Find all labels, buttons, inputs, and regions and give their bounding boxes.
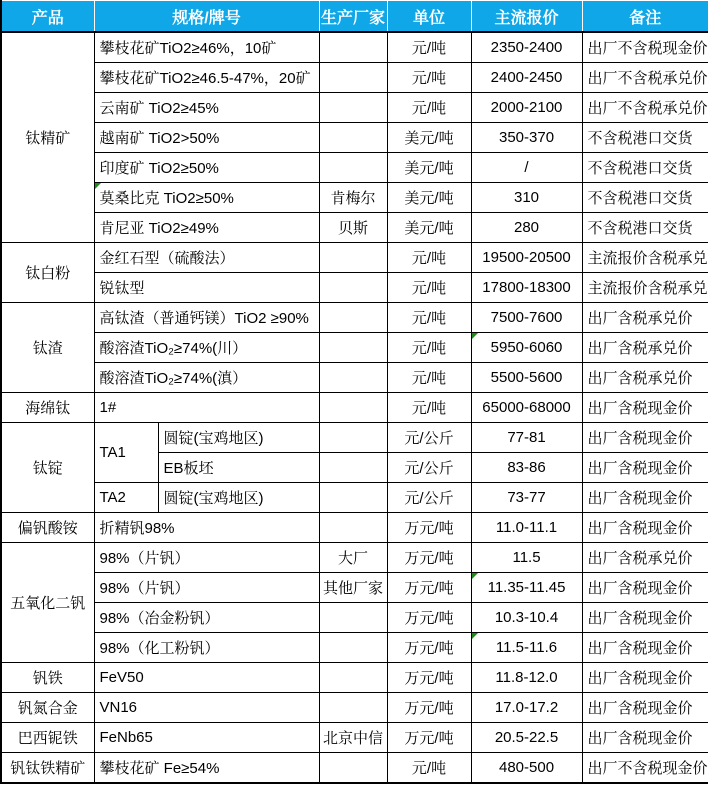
- price-cell-text: 310: [514, 189, 540, 206]
- product-cell: [1, 513, 94, 543]
- manufacturer-cell: [319, 63, 387, 93]
- product-cell: [1, 723, 94, 753]
- remark-cell-text: 不含税港口交货: [587, 160, 693, 177]
- unit-cell-text: 元/吨: [411, 70, 447, 87]
- price-cell: [471, 423, 582, 453]
- unit-cell-text: 美元/吨: [404, 160, 454, 177]
- manufacturer-cell: [319, 633, 387, 663]
- price-cell-text: 19500-20500: [482, 249, 571, 266]
- price-cell: [471, 303, 582, 333]
- spec-cell-text: 1#: [99, 399, 117, 416]
- unit-cell: [387, 483, 471, 513]
- unit-cell-text: 元/吨: [411, 340, 447, 357]
- error-flag-icon: [472, 573, 478, 579]
- product-cell: [1, 663, 94, 693]
- price-cell-text: 7500-7600: [490, 309, 563, 326]
- price-cell: [471, 663, 582, 693]
- remark-cell: [582, 63, 708, 93]
- header-product: 产品: [1, 1, 94, 33]
- grade-cell-text: TA2: [99, 489, 126, 506]
- unit-cell: [387, 123, 471, 153]
- table-row: [1, 63, 708, 93]
- spec-cell: [94, 273, 319, 303]
- unit-cell-text: 万元/吨: [404, 610, 454, 627]
- manufacturer-cell-text: 大厂: [338, 550, 369, 567]
- header-unit: 单位: [387, 1, 471, 33]
- spec-cell: [94, 93, 319, 123]
- price-cell: [471, 183, 582, 213]
- remark-cell-text: 出厂含税承兑价: [587, 310, 693, 327]
- spec-cell-text: 折精钒98%: [99, 520, 175, 537]
- spec-cell: [94, 663, 319, 693]
- table-row: [1, 603, 708, 633]
- manufacturer-cell: [319, 603, 387, 633]
- spec-cell-text: 98%（片钒）: [99, 550, 190, 567]
- remark-cell-text: 出厂不含税承兑价: [587, 100, 708, 117]
- price-cell-text: 2400-2450: [490, 69, 563, 86]
- manufacturer-cell: [319, 693, 387, 723]
- product-cell-text: 钛锭: [32, 460, 63, 477]
- price-cell-text: 17800-18300: [482, 279, 571, 296]
- spec-desc-cell-text: EB板坯: [163, 460, 214, 477]
- price-cell-text: 5950-6060: [490, 339, 563, 356]
- manufacturer-cell-text: 其他厂家: [323, 580, 384, 597]
- grade-cell-text: TA1: [99, 444, 126, 461]
- table-row: [1, 483, 708, 513]
- price-cell-text: 350-370: [498, 129, 555, 146]
- price-cell-text: 280: [514, 219, 540, 236]
- unit-cell: [387, 663, 471, 693]
- spec-desc-cell: [158, 453, 319, 483]
- spec-cell: [94, 393, 319, 423]
- price-cell: [471, 723, 582, 753]
- spec-cell: [94, 363, 319, 393]
- unit-cell-text: 万元/吨: [404, 670, 454, 687]
- remark-cell: [582, 513, 708, 543]
- table-row: [1, 333, 708, 363]
- spec-cell: [94, 213, 319, 243]
- spec-cell: [94, 153, 319, 183]
- manufacturer-cell: [319, 333, 387, 363]
- remark-cell: [582, 543, 708, 573]
- unit-cell: [387, 513, 471, 543]
- unit-cell: [387, 93, 471, 123]
- manufacturer-cell: [319, 183, 387, 213]
- product-cell-text: 偏钒酸铵: [17, 520, 78, 537]
- spec-cell: [94, 183, 319, 213]
- spec-cell: [94, 753, 319, 784]
- remark-cell: [582, 423, 708, 453]
- remark-cell-text: 出厂含税现金价: [587, 580, 693, 597]
- product-cell-text: 钒氮合金: [17, 700, 78, 717]
- spec-cell-text: 攀枝花矿 Fe≥54%: [99, 760, 220, 777]
- unit-cell: [387, 753, 471, 784]
- table-row: [1, 32, 708, 63]
- price-cell: [471, 573, 582, 603]
- price-cell-text: 65000-68000: [482, 399, 571, 416]
- table-body: [1, 32, 708, 783]
- unit-cell: [387, 333, 471, 363]
- manufacturer-cell: [319, 393, 387, 423]
- table-row: [1, 153, 708, 183]
- product-cell: [1, 243, 94, 303]
- remark-cell-text: 不含税港口交货: [587, 190, 693, 207]
- unit-cell: [387, 633, 471, 663]
- price-cell-text: 11.0-11.1: [495, 519, 558, 536]
- price-cell: [471, 93, 582, 123]
- manufacturer-cell: [319, 513, 387, 543]
- manufacturer-cell: [319, 573, 387, 603]
- unit-cell-text: 万元/吨: [404, 550, 454, 567]
- unit-cell: [387, 573, 471, 603]
- remark-cell: [582, 363, 708, 393]
- spec-cell-text: 98%（化工粉钒）: [99, 640, 220, 657]
- manufacturer-cell: [319, 663, 387, 693]
- price-cell-text: 83-86: [507, 459, 546, 476]
- manufacturer-cell: [319, 453, 387, 483]
- table-row: [1, 543, 708, 573]
- price-cell-text: 11.5: [512, 549, 541, 566]
- remark-cell-text: 出厂含税现金价: [587, 670, 693, 687]
- spec-cell-text: 98%（片钒）: [99, 580, 190, 597]
- unit-cell: [387, 363, 471, 393]
- manufacturer-cell: [319, 32, 387, 63]
- unit-cell-text: 元/公斤: [404, 430, 454, 447]
- table-row: [1, 423, 708, 453]
- product-cell: [1, 543, 94, 663]
- remark-cell-text: 出厂不含税现金价: [587, 760, 708, 777]
- table-row: [1, 363, 708, 393]
- price-cell: [471, 153, 582, 183]
- product-cell-text: 海绵钛: [25, 400, 71, 417]
- price-cell: [471, 753, 582, 784]
- table-row: [1, 663, 708, 693]
- remark-cell: [582, 273, 708, 303]
- unit-cell: [387, 32, 471, 63]
- product-cell-text: 五氧化二钒: [10, 595, 86, 612]
- grade-cell: [94, 423, 158, 483]
- remark-cell-text: 出厂含税现金价: [587, 490, 693, 507]
- spec-cell: [94, 303, 319, 333]
- spec-cell-text: 酸溶渣TiO₂≥74%(川）: [99, 340, 248, 357]
- table-row: [1, 753, 708, 784]
- spec-desc-cell: [158, 423, 319, 453]
- spec-cell-text: 98%（冶金粉钒）: [99, 610, 220, 627]
- price-cell-text: 11.8-12.0: [495, 669, 558, 686]
- spec-cell-text: 锐钛型: [99, 280, 145, 297]
- remark-cell-text: 出厂含税现金价: [587, 610, 693, 627]
- remark-cell-text: 不含税港口交货: [587, 220, 693, 237]
- remark-cell-text: 出厂含税现金价: [587, 640, 693, 657]
- unit-cell-text: 万元/吨: [404, 640, 454, 657]
- price-cell: [471, 543, 582, 573]
- spec-cell-text: 肯尼亚 TiO2≥49%: [99, 220, 219, 237]
- manufacturer-cell: [319, 723, 387, 753]
- manufacturer-cell: [319, 543, 387, 573]
- price-cell: [471, 63, 582, 93]
- price-cell: [471, 693, 582, 723]
- table-row: [1, 243, 708, 273]
- spec-cell-text: VN16: [99, 699, 138, 716]
- price-cell-text: 480-500: [498, 759, 555, 776]
- remark-cell: [582, 303, 708, 333]
- table-row: [1, 633, 708, 663]
- spec-cell-text: 酸溶渣TiO₂≥74%(滇）: [99, 370, 248, 387]
- unit-cell: [387, 243, 471, 273]
- unit-cell: [387, 603, 471, 633]
- price-cell: [471, 483, 582, 513]
- table-row: [1, 303, 708, 333]
- header-spec: 规格/牌号: [94, 1, 319, 33]
- price-cell: [471, 32, 582, 63]
- price-cell-text: 10.3-10.4: [494, 609, 559, 626]
- product-cell: [1, 393, 94, 423]
- unit-cell: [387, 63, 471, 93]
- spec-cell-text: 金红石型（硫酸法）: [99, 250, 235, 267]
- remark-cell-text: 出厂含税承兑价: [587, 550, 693, 567]
- table-row: [1, 513, 708, 543]
- spec-cell: [94, 633, 319, 663]
- remark-cell-text: 出厂含税现金价: [587, 700, 693, 717]
- unit-cell: [387, 393, 471, 423]
- unit-cell-text: 元/吨: [411, 400, 447, 417]
- remark-cell: [582, 32, 708, 63]
- price-cell-text: 17.0-17.2: [494, 699, 559, 716]
- remark-cell-text: 出厂含税现金价: [587, 430, 693, 447]
- price-cell-text: 20.5-22.5: [494, 729, 559, 746]
- header-row: [1, 1, 708, 33]
- remark-cell: [582, 483, 708, 513]
- remark-cell: [582, 213, 708, 243]
- remark-cell-text: 出厂含税承兑价: [587, 340, 693, 357]
- spec-cell: [94, 693, 319, 723]
- unit-cell: [387, 273, 471, 303]
- price-cell: [471, 333, 582, 363]
- product-cell-text: 钒钛铁精矿: [10, 760, 86, 777]
- manufacturer-cell: [319, 153, 387, 183]
- unit-cell-text: 万元/吨: [404, 580, 454, 597]
- unit-cell-text: 美元/吨: [404, 190, 454, 207]
- spec-cell-text: FeV50: [99, 669, 144, 686]
- manufacturer-cell: [319, 483, 387, 513]
- remark-cell-text: 出厂含税现金价: [587, 520, 693, 537]
- manufacturer-cell-text: 北京中信: [323, 730, 384, 747]
- header-price: 主流报价: [471, 1, 582, 33]
- price-cell-text: 2350-2400: [490, 39, 563, 56]
- unit-cell-text: 元/吨: [411, 280, 447, 297]
- remark-cell: [582, 663, 708, 693]
- table-row: [1, 693, 708, 723]
- error-flag-icon: [95, 183, 101, 189]
- product-cell-text: 钛白粉: [25, 265, 71, 282]
- unit-cell-text: 万元/吨: [404, 730, 454, 747]
- table-row: [1, 183, 708, 213]
- manufacturer-cell: [319, 93, 387, 123]
- unit-cell: [387, 693, 471, 723]
- table-row: [1, 573, 708, 603]
- remark-cell: [582, 633, 708, 663]
- spec-cell: [94, 723, 319, 753]
- spec-cell-text: 莫桑比克 TiO2≥50%: [99, 190, 234, 207]
- product-cell: [1, 753, 94, 784]
- manufacturer-cell: [319, 273, 387, 303]
- remark-cell: [582, 753, 708, 784]
- spec-cell-text: 攀枝花矿TiO2≥46%，10矿: [99, 40, 277, 57]
- remark-cell: [582, 393, 708, 423]
- unit-cell-text: 元/公斤: [404, 460, 454, 477]
- remark-cell-text: 不含税港口交货: [587, 130, 693, 147]
- table-row: [1, 273, 708, 303]
- remark-cell: [582, 93, 708, 123]
- unit-cell-text: 元/公斤: [404, 490, 454, 507]
- price-cell-text: 11.35-11.45: [487, 579, 566, 596]
- product-cell-text: 钒铁: [32, 670, 63, 687]
- product-cell: [1, 32, 94, 243]
- unit-cell-text: 元/吨: [411, 250, 447, 267]
- remark-cell-text: 出厂含税现金价: [587, 460, 693, 477]
- product-cell: [1, 303, 94, 393]
- remark-cell-text: 出厂不含税现金价: [587, 40, 708, 57]
- spec-cell: [94, 573, 319, 603]
- manufacturer-cell: [319, 243, 387, 273]
- unit-cell: [387, 303, 471, 333]
- table-row: [1, 93, 708, 123]
- spec-desc-cell: [158, 483, 319, 513]
- spec-cell-text: 印度矿 TiO2≥50%: [99, 160, 219, 177]
- manufacturer-cell-text: 贝斯: [338, 220, 369, 237]
- price-cell-text: 5500-5600: [490, 369, 563, 386]
- spec-cell-text: 越南矿 TiO2>50%: [99, 130, 220, 147]
- manufacturer-cell: [319, 753, 387, 784]
- remark-cell-text: 出厂含税现金价: [587, 400, 693, 417]
- remark-cell: [582, 573, 708, 603]
- spec-cell: [94, 603, 319, 633]
- spec-cell-text: 高钛渣（普通钙镁）TiO2 ≥90%: [99, 310, 309, 327]
- spec-cell-text: 云南矿 TiO2≥45%: [99, 100, 219, 117]
- table-row: [1, 213, 708, 243]
- price-cell-text: /: [524, 159, 529, 176]
- remark-cell-text: 主流报价含税承兑: [587, 250, 708, 267]
- header-remark: 备注: [582, 1, 708, 33]
- unit-cell: [387, 213, 471, 243]
- price-cell: [471, 273, 582, 303]
- unit-cell-text: 美元/吨: [404, 220, 454, 237]
- remark-cell: [582, 123, 708, 153]
- remark-cell: [582, 183, 708, 213]
- product-cell-text: 巴西铌铁: [17, 730, 78, 747]
- manufacturer-cell: [319, 303, 387, 333]
- unit-cell: [387, 153, 471, 183]
- price-cell: [471, 513, 582, 543]
- product-cell-text: 钛渣: [32, 340, 63, 357]
- manufacturer-cell: [319, 123, 387, 153]
- price-cell: [471, 243, 582, 273]
- manufacturer-cell-text: 肯梅尔: [330, 190, 376, 207]
- remark-cell: [582, 453, 708, 483]
- spec-cell: [94, 63, 319, 93]
- price-cell: [471, 633, 582, 663]
- spec-desc-cell-text: 圆锭(宝鸡地区): [163, 430, 264, 447]
- price-cell: [471, 213, 582, 243]
- unit-cell: [387, 543, 471, 573]
- spec-cell: [94, 513, 319, 543]
- manufacturer-cell: [319, 423, 387, 453]
- error-flag-icon: [472, 333, 478, 339]
- table-row: [1, 123, 708, 153]
- header-manufacturer: 生产厂家: [319, 1, 387, 33]
- remark-cell: [582, 333, 708, 363]
- unit-cell: [387, 723, 471, 753]
- price-cell: [471, 393, 582, 423]
- spec-cell: [94, 123, 319, 153]
- remark-cell-text: 出厂含税现金价: [587, 730, 693, 747]
- table-row: [1, 393, 708, 423]
- unit-cell: [387, 183, 471, 213]
- product-cell-text: 钛精矿: [25, 130, 71, 147]
- unit-cell: [387, 453, 471, 483]
- spec-cell: [94, 333, 319, 363]
- unit-cell-text: 元/吨: [411, 40, 447, 57]
- error-flag-icon: [472, 633, 478, 639]
- unit-cell-text: 美元/吨: [404, 130, 454, 147]
- remark-cell: [582, 153, 708, 183]
- remark-cell-text: 主流报价含税承兑: [587, 280, 708, 297]
- price-cell: [471, 123, 582, 153]
- price-cell: [471, 603, 582, 633]
- unit-cell: [387, 423, 471, 453]
- remark-cell: [582, 243, 708, 273]
- unit-cell-text: 万元/吨: [404, 520, 454, 537]
- manufacturer-cell: [319, 213, 387, 243]
- unit-cell-text: 元/吨: [411, 370, 447, 387]
- price-cell-text: 2000-2100: [490, 99, 563, 116]
- price-cell: [471, 363, 582, 393]
- spec-desc-cell-text: 圆锭(宝鸡地区): [163, 490, 264, 507]
- remark-cell-text: 出厂不含税承兑价: [587, 70, 708, 87]
- product-cell: [1, 423, 94, 513]
- remark-cell: [582, 693, 708, 723]
- unit-cell-text: 元/吨: [411, 100, 447, 117]
- grade-cell: [94, 483, 158, 513]
- manufacturer-cell: [319, 363, 387, 393]
- spec-cell-text: 攀枝花矿TiO2≥46.5-47%，20矿: [99, 70, 311, 87]
- unit-cell-text: 元/吨: [411, 310, 447, 327]
- spec-cell: [94, 543, 319, 573]
- product-cell: [1, 693, 94, 723]
- remark-cell: [582, 603, 708, 633]
- unit-cell-text: 万元/吨: [404, 700, 454, 717]
- table-row: [1, 723, 708, 753]
- spec-cell: [94, 243, 319, 273]
- price-cell: [471, 453, 582, 483]
- remark-cell: [582, 723, 708, 753]
- unit-cell-text: 元/吨: [411, 760, 447, 777]
- price-cell-text: 73-77: [507, 489, 546, 506]
- remark-cell-text: 出厂含税承兑价: [587, 370, 693, 387]
- spec-cell-text: FeNb65: [99, 729, 153, 746]
- price-cell-text: 11.5-11.6: [495, 639, 558, 656]
- spec-cell: [94, 32, 319, 63]
- price-cell-text: 77-81: [507, 429, 546, 446]
